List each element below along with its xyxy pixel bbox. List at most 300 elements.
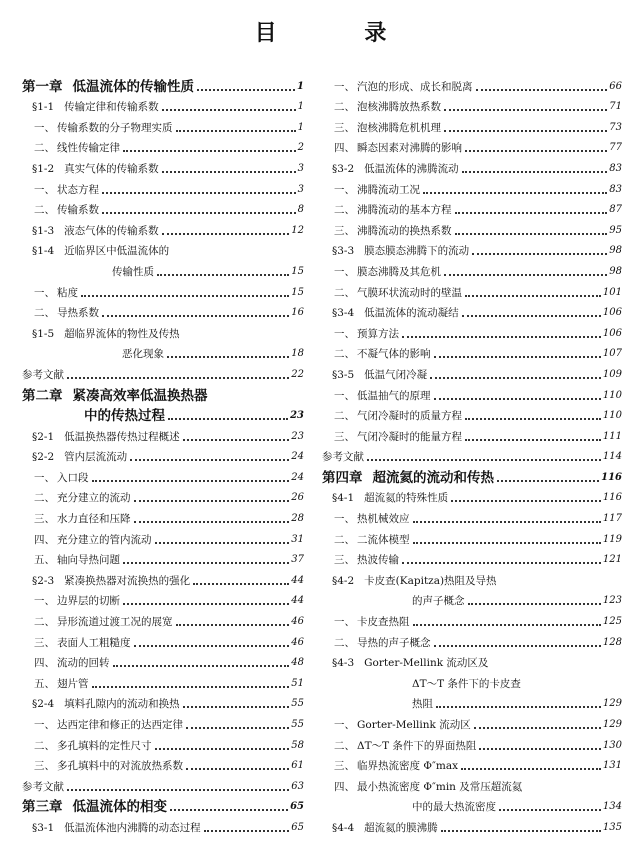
toc-leader-dots [134, 635, 290, 647]
toc-entry-sub [22, 650, 304, 671]
toc-entry-number: 一、 [334, 80, 355, 93]
toc-entry-number: §1-1 [32, 101, 55, 114]
toc-entry-title: 二流体模型 [357, 533, 410, 546]
toc-entry-sub [322, 629, 622, 650]
toc-page-number: 135 [602, 821, 622, 833]
toc-entry-title: 入口段 [57, 471, 89, 484]
toc-entry-sub [22, 464, 304, 485]
toc-leader-dots [465, 408, 601, 420]
toc-entry-sub [322, 547, 622, 568]
toc-entry-cont [322, 691, 622, 712]
toc-entry-title: 泡核沸腾放热系数 [357, 101, 441, 114]
toc-leader-dots [162, 223, 290, 235]
toc-page-number: 77 [609, 142, 622, 154]
toc-entry-title: 热阻 [412, 698, 433, 711]
toc-page-number: 83 [609, 183, 622, 195]
toc-leader-dots [81, 285, 289, 297]
toc-entry-title: 超临界流体的物性及传热 [64, 327, 180, 340]
toc-page-number: 8 [297, 204, 304, 216]
toc-entry-number: §1-3 [32, 224, 55, 237]
toc-entry-cont [322, 794, 622, 815]
toc-page-number: 129 [602, 698, 622, 710]
toc-entry-title: 的声子概念 [412, 595, 465, 608]
toc-page-number: 63 [291, 780, 304, 792]
toc-entry-sub [22, 526, 304, 547]
toc-entry-title: ΔT～T 条件下的界面热阻 [357, 739, 477, 752]
toc-entry-number: 三、 [334, 430, 355, 443]
toc-entry-number: 二、 [334, 533, 355, 546]
toc-entry-section [22, 155, 304, 176]
toc-page-number: 73 [609, 121, 622, 133]
toc-leader-dots [113, 655, 290, 667]
toc-leader-dots [423, 182, 607, 194]
toc-entry-sub [322, 732, 622, 753]
toc-page-number: 106 [602, 307, 622, 319]
toc-entry-number: 二、 [334, 204, 355, 217]
toc-page-number: 46 [291, 616, 304, 628]
toc-page-number: 2 [297, 142, 304, 154]
toc-entry-number: 四、 [334, 142, 355, 155]
toc-entry-cont [322, 588, 622, 609]
toc-entry-number: §3-5 [332, 368, 355, 381]
toc-entry-title: 低温流体的传输性质 [72, 78, 194, 95]
toc-entry-section [322, 238, 622, 259]
toc-leader-dots [430, 367, 601, 379]
toc-entry-number: 二、 [334, 410, 355, 423]
toc-leader-dots [167, 346, 289, 358]
toc-entry-chapter-cont [22, 403, 304, 424]
toc-leader-dots [468, 593, 601, 605]
toc-entry-title: 传输定律和传输系数 [64, 101, 159, 114]
toc-entry-sub [22, 505, 304, 526]
toc-page-number: 119 [602, 533, 622, 545]
toc-page-number: 125 [602, 616, 622, 628]
toc-page-number: 121 [602, 554, 622, 566]
toc-page-number: 55 [291, 698, 304, 710]
toc-page-number: 22 [291, 368, 304, 380]
toc-entry-title: 不凝气体的影响 [357, 348, 431, 361]
toc-entry-title: 液态气体的传输系数 [64, 224, 159, 237]
toc-entry-number: §1-4 [32, 245, 55, 258]
toc-entry-title: 传输系数的分子物理实质 [57, 121, 173, 134]
toc-entry-title: 气闭冷凝时的能量方程 [357, 430, 462, 443]
toc-entry-sub [322, 608, 622, 629]
toc-leader-dots [204, 820, 290, 832]
toc-entry-cont [322, 670, 622, 691]
toc-page-number: 128 [602, 636, 622, 648]
toc-entry-sub [322, 73, 622, 94]
toc-leader-dots [444, 99, 607, 111]
toc-leader-dots [413, 511, 601, 523]
toc-leader-dots [455, 223, 608, 235]
toc-entry-sub [322, 423, 622, 444]
toc-entry-number: 一、 [334, 265, 355, 278]
toc-leader-dots [197, 79, 295, 91]
toc-leader-dots [157, 264, 289, 276]
toc-entry-title: 状态方程 [57, 183, 99, 196]
toc-entry-number: §3-4 [332, 307, 355, 320]
toc-page-number: 61 [291, 760, 304, 772]
toc-leader-dots [170, 799, 288, 811]
toc-leader-dots [472, 243, 607, 255]
toc-entry-sub [322, 176, 622, 197]
toc-entry-section [322, 485, 622, 506]
toc-entry-sub [22, 670, 304, 691]
toc-right-column [322, 73, 622, 835]
toc-entry-number: 一、 [34, 595, 55, 608]
toc-entry-number: 二、 [34, 142, 55, 155]
toc-entry-title: 低温抽气的原理 [357, 389, 431, 402]
toc-entry-title: 真实气体的传输系数 [64, 162, 159, 175]
toc-entry-number: 一、 [334, 616, 355, 629]
toc-entry-number: 一、 [334, 513, 355, 526]
toc-page-number: 55 [291, 719, 304, 730]
toc-entry-section [22, 691, 304, 712]
toc-entry-sub [322, 135, 622, 156]
toc-entry-number: 二、 [334, 636, 355, 649]
toc-leader-dots [102, 305, 289, 317]
toc-page-number: 101 [602, 286, 622, 298]
toc-leader-dots [441, 820, 601, 832]
toc-entry-number: 三、 [34, 636, 55, 649]
toc-entry-sub [322, 341, 622, 362]
toc-entry-number: 一、 [334, 327, 355, 340]
toc-page-number: 95 [609, 224, 622, 236]
toc-page-number: 12 [291, 224, 304, 236]
toc-entry-sub [322, 197, 622, 218]
toc-entry-number: 五、 [34, 554, 55, 567]
toc-entry-title: 水力直径和压降 [57, 513, 131, 526]
toc-entry-title: 充分建立的流动 [57, 492, 131, 505]
toc-leader-dots [134, 511, 290, 523]
toc-leader-dots [162, 99, 296, 111]
toc-entry-title: 低温流体的相变 [72, 799, 167, 816]
toc-entry-title: 粘度 [57, 286, 78, 299]
toc-entry-sub [22, 114, 304, 135]
toc-entry-title: 气膜环状流动时的壁温 [357, 286, 462, 299]
toc-entry-sub [322, 505, 622, 526]
toc-leader-dots [123, 140, 296, 152]
toc-entry-number: 一、 [34, 183, 55, 196]
toc-entry-number: 一、 [334, 719, 355, 731]
toc-page-number: 3 [297, 162, 304, 174]
toc-entry-sub [22, 608, 304, 629]
toc-entry-number: 二、 [334, 348, 355, 361]
toc-entry-number: 一、 [34, 286, 55, 299]
toc-entry-number: §1-2 [32, 162, 55, 175]
toc-entry-title: 多孔填料中的对流放热系数 [57, 760, 183, 773]
toc-entry-chapter [22, 73, 304, 94]
toc-leader-dots [183, 429, 290, 441]
toc-entry-sub [22, 300, 304, 321]
toc-entry-number: 一、 [334, 389, 355, 402]
toc-leader-dots [413, 614, 601, 626]
toc-entry-title: ΔT～T 条件下的卡皮查 [412, 677, 521, 690]
toc-leader-dots [462, 161, 608, 173]
toc-entry-title: 中的传热过程 [84, 408, 165, 425]
toc-entry-sub [22, 588, 304, 609]
toc-page-number: 130 [602, 739, 622, 751]
toc-page-number: 3 [297, 183, 304, 195]
toc-entry-number: 第二章 [22, 387, 63, 404]
toc-entry-title: 超流氦的流动和传热 [372, 469, 494, 486]
toc-page-number: 111 [602, 430, 622, 442]
toc-page-number: 48 [291, 657, 304, 669]
toc-entry-cont [22, 258, 304, 279]
toc-entry-title: 临界热流密度 Φ″max [357, 760, 459, 773]
toc-leader-dots [134, 490, 290, 502]
toc-entry-title: 填料孔隙内的流动和换热 [64, 698, 180, 711]
toc-page-number: 1 [297, 121, 304, 133]
toc-entry-sub [322, 403, 622, 424]
toc-page-number: 98 [609, 245, 622, 257]
toc-entry-number: 一、 [34, 471, 55, 484]
toc-entry-title: 表面人工粗糙度 [57, 636, 131, 649]
toc-leader-dots [479, 738, 600, 750]
toc-page-number: 116 [602, 492, 622, 504]
toc-entry-number: 三、 [34, 513, 55, 526]
toc-entry-number: 三、 [334, 224, 355, 237]
toc-entry-section [22, 94, 304, 115]
toc-page-number: 16 [291, 307, 304, 319]
toc-entry-section [22, 238, 304, 259]
toc-entry-number: 三、 [34, 760, 55, 773]
toc-entry-section [322, 814, 622, 835]
toc-entry-number: §2-3 [32, 574, 55, 587]
toc-entry-title: 低温流体的流动凝结 [364, 307, 459, 320]
toc-entry-title: 膜态沸腾及其危机 [357, 265, 441, 278]
toc-leader-dots [367, 449, 601, 461]
toc-entry-title: 参考文献 [22, 368, 64, 381]
toc-page-number: 44 [291, 595, 304, 607]
toc-page-number: 15 [291, 286, 304, 298]
toc-page-number: 23 [290, 410, 304, 422]
toc-entry-title: 导热的声子概念 [357, 636, 431, 649]
toc-page-number: 65 [291, 821, 304, 833]
toc-page-number: 58 [291, 739, 304, 751]
toc-leader-dots [465, 429, 601, 441]
toc-leader-dots [434, 635, 601, 647]
toc-page-number: 123 [602, 595, 622, 607]
toc-entry-title: 多孔填料的定性尺寸 [57, 739, 152, 752]
toc-entry-title: 低温流体池内沸腾的动态过程 [64, 821, 201, 834]
toc-entry-section [322, 155, 622, 176]
toc-page-number: 31 [291, 533, 304, 545]
toc-entry-title: 热波传输 [357, 554, 399, 567]
toc-entry-number: §4-4 [332, 821, 355, 834]
toc-leader-dots [497, 470, 599, 482]
toc-leader-dots [67, 367, 289, 379]
toc-leader-dots [168, 408, 288, 420]
toc-entry-chapter [22, 382, 304, 403]
toc-leader-dots [155, 738, 290, 750]
toc-entry-number: 第四章 [322, 469, 363, 486]
toc-leader-dots [176, 120, 296, 132]
toc-page-number: 114 [602, 451, 622, 463]
toc-entry-title: 紧凑换热器对流换热的强化 [64, 574, 191, 587]
toc-entry-sub [322, 711, 622, 732]
toc-leader-dots [434, 388, 601, 400]
toc-entry-section [22, 423, 304, 444]
toc-leader-dots [461, 758, 601, 770]
toc-entry-title: Gorter-Mellink 流动区及 [364, 657, 489, 670]
toc-entry-title: 达西定律和修正的达西定律 [57, 719, 183, 731]
toc-entry-number: 一、 [334, 183, 355, 196]
toc-entry-sub [322, 773, 622, 794]
toc-entry-title: 低温换热器传热过程概述 [64, 430, 180, 443]
toc-entry-title: 超流氦的特殊性质 [364, 492, 449, 505]
toc-entry-title: 异形流道过渡工况的展宽 [57, 616, 173, 629]
toc-entry-sub [22, 711, 304, 732]
toc-entry-sub [322, 382, 622, 403]
toc-page-number: 117 [602, 513, 622, 525]
toc-entry-section [322, 361, 622, 382]
toc-entry-number: 二、 [34, 616, 55, 629]
toc-entry-number: §3-1 [32, 821, 55, 834]
toc-leader-dots [465, 285, 601, 297]
toc-page-number: 131 [602, 760, 622, 772]
toc-leader-dots [130, 449, 289, 461]
toc-entry-title: 卡皮查热阻 [357, 616, 410, 629]
toc-entry-number: 五、 [34, 677, 55, 690]
toc-page-number: 28 [291, 513, 304, 525]
toc-page-number: 134 [602, 801, 622, 813]
toc-entry-section [322, 650, 622, 671]
toc-entry-number: 二、 [34, 739, 55, 752]
toc-entry-title: 紧凑高效率低温换热器 [72, 387, 208, 404]
toc-leader-dots [67, 779, 289, 791]
toc-page-number: 51 [291, 677, 304, 689]
toc-leader-dots [186, 717, 289, 729]
toc-page-number: 15 [291, 265, 304, 277]
toc-entry-number: 二、 [34, 204, 55, 217]
toc-entry-number: §2-2 [32, 451, 55, 464]
toc-entry-title: 翅片管 [57, 677, 89, 690]
toc-page-number: 87 [609, 204, 622, 216]
toc-entry-title: 瞬态因素对沸腾的影响 [357, 142, 462, 155]
toc-page-number: 24 [291, 471, 304, 483]
toc-entry-number: §1-5 [32, 327, 55, 340]
toc-leader-dots [474, 717, 601, 729]
toc-entry-sub [22, 753, 304, 774]
toc-leader-dots [402, 552, 601, 564]
toc-entry-title: 预算方法 [357, 327, 399, 340]
toc-leader-dots [476, 79, 608, 91]
toc-entry-sub [322, 258, 622, 279]
toc-entry-number: 一、 [34, 121, 55, 134]
toc-leader-dots [155, 532, 290, 544]
toc-entry-title: 参考文献 [22, 780, 64, 793]
toc-page-number: 23 [291, 430, 304, 442]
toc-entry-sub [22, 732, 304, 753]
toc-leader-dots [436, 696, 601, 708]
toc-entry-sub [22, 197, 304, 218]
toc-entry-number: 二、 [34, 307, 55, 320]
toc-entry-title: 导热系数 [57, 307, 99, 320]
toc-leader-dots [402, 326, 601, 338]
toc-page-number: 71 [609, 101, 622, 113]
toc-entry-title: 中的最大热流密度 [412, 801, 496, 814]
toc-entry-title: 低温流体的沸腾流动 [364, 162, 459, 175]
toc-left-column [22, 73, 304, 835]
toc-entry-title: 传输系数 [57, 204, 99, 217]
toc-page-number: 1 [297, 101, 304, 113]
toc-entry-section [22, 320, 304, 341]
toc-entry-number: §3-3 [332, 245, 355, 258]
toc-entry-section [22, 567, 304, 588]
toc-entry-title: 参考文献 [322, 451, 364, 464]
toc-leader-dots [102, 182, 296, 194]
toc-entry-cont [22, 341, 304, 362]
toc-leader-dots [92, 470, 290, 482]
toc-entry-sub [22, 279, 304, 300]
toc-entry-section [22, 444, 304, 465]
toc-leader-dots [462, 305, 601, 317]
toc-page-number: 65 [290, 801, 304, 813]
toc-entry-section [22, 814, 304, 835]
toc-entry-number: §4-2 [332, 574, 355, 587]
toc-entry-title: 泡核沸腾危机机理 [357, 121, 441, 134]
toc-entry-number: §2-4 [32, 698, 55, 711]
toc-leader-dots [444, 120, 607, 132]
toc-leader-dots [123, 552, 289, 564]
toc-entry-number: 四、 [334, 780, 355, 793]
toc-page-number: 18 [291, 348, 304, 360]
toc-entry-number: 三、 [334, 760, 355, 773]
toc-entry-title: 气闭冷凝时的质量方程 [357, 410, 462, 423]
toc-page-number: 106 [602, 327, 622, 339]
toc-entry-number: §2-1 [32, 430, 55, 443]
toc-page-number: 46 [291, 636, 304, 648]
toc-entry-title: 沸腾流动工况 [357, 183, 420, 196]
toc-entry-title: 边界层的切断 [57, 595, 120, 608]
toc-leader-dots [123, 593, 289, 605]
toc-entry-sub [322, 217, 622, 238]
toc-entry-title: 沸腾流动的基本方程 [357, 204, 452, 217]
toc-leader-dots [413, 532, 601, 544]
toc-entry-sub [22, 135, 304, 156]
toc-entry-section [22, 217, 304, 238]
toc-leader-dots [434, 346, 601, 358]
toc-page-number: 107 [602, 348, 622, 360]
toc-page-number: 98 [609, 265, 622, 277]
toc-entry-number: 二、 [34, 492, 55, 505]
toc-entry-sub [322, 114, 622, 135]
toc-entry-number: 第三章 [22, 799, 63, 816]
toc-leader-dots [183, 696, 290, 708]
toc-page-number: 1 [297, 80, 304, 92]
toc-entry-section [322, 567, 622, 588]
toc-page-number: 129 [602, 719, 622, 730]
toc-page-number: 66 [609, 80, 622, 92]
toc-leader-dots [162, 161, 296, 173]
toc-page-number: 37 [291, 554, 304, 566]
toc-page-number: 44 [291, 574, 304, 586]
toc-page-number: 110 [602, 389, 622, 401]
toc-entry-number: 二、 [334, 101, 355, 114]
toc-entry-sub [22, 485, 304, 506]
toc-entry-sub [22, 547, 304, 568]
toc-page-number: 116 [601, 471, 622, 483]
toc-entry-title: 汽泡的形成、成长和脱离 [357, 80, 473, 93]
toc-entry-title: 低温气闭冷凝 [364, 368, 428, 381]
toc-leader-dots [92, 676, 290, 688]
toc-entry-title: 充分建立的管内流动 [57, 533, 152, 546]
toc-page-number: 26 [291, 492, 304, 504]
toc-page-number: 110 [602, 410, 622, 422]
toc-entry-sub [322, 94, 622, 115]
toc-entry-title: 热机械效应 [357, 513, 410, 526]
